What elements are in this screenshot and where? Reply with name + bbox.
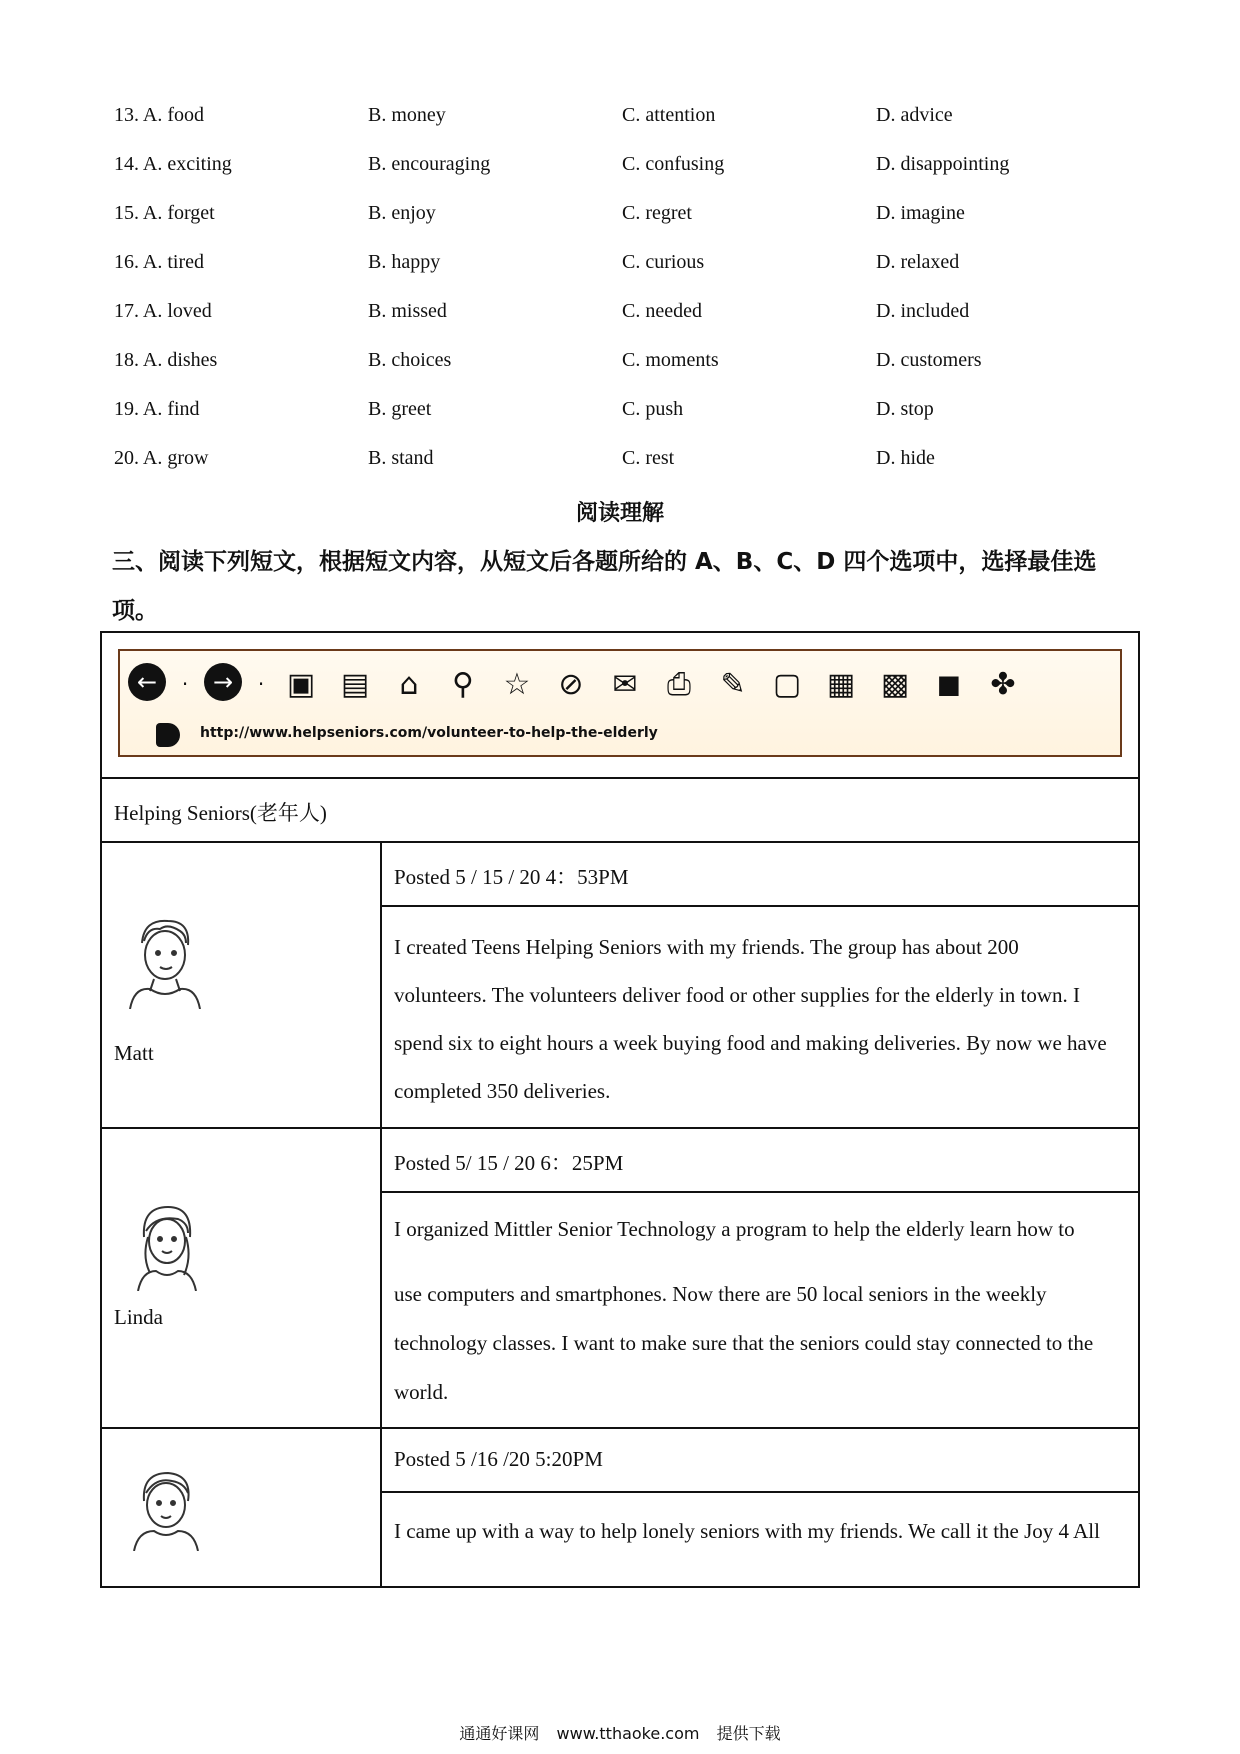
option-d: D. hide — [876, 447, 935, 469]
avatar-third — [128, 1467, 204, 1556]
star-icon: ☆ — [503, 666, 531, 702]
footer-site-name: 通通好课网 — [459, 1724, 540, 1743]
post-date: Posted 5 /16 /20 5:20PM — [394, 1447, 603, 1471]
table-title: Helping Seniors(老年人) — [114, 801, 327, 825]
option-a: 14. A. exciting — [114, 153, 232, 175]
post-line: use computers and smartphones. Now there are 50 local seniors in the weekly — [394, 1282, 1047, 1306]
divider — [380, 841, 382, 1586]
option-b: B. encouraging — [368, 153, 491, 175]
tool3-icon: ◼ — [936, 666, 962, 702]
option-c: C. regret — [622, 202, 692, 224]
option-a: 13. A. food — [114, 104, 204, 126]
divider — [102, 1127, 1138, 1129]
post-body — [394, 1205, 1129, 1417]
option-b: B. missed — [368, 300, 447, 322]
address-bar — [156, 723, 1076, 749]
option-b: B. happy — [368, 251, 441, 273]
post-line: volunteers. The volunteers deliver food or other supplies for the elderly in town. I — [394, 983, 1081, 1007]
option-c: C. curious — [622, 251, 705, 273]
option-row — [114, 96, 1154, 145]
tool2-icon: ▩ — [880, 666, 910, 702]
forward-icon: → — [204, 663, 242, 701]
option-c: C. needed — [622, 300, 702, 322]
option-a: 20. A. grow — [114, 447, 209, 469]
option-d: D. included — [876, 300, 970, 322]
post-line: completed 350 deliveries. — [394, 1079, 611, 1103]
option-a: 17. A. loved — [114, 300, 212, 322]
footer-note: 提供下载 — [716, 1724, 781, 1743]
history-icon: ⊘ — [558, 666, 584, 702]
post-line: I came up with a way to help lonely seniors with my friends. We call it the Joy 4 All — [394, 1519, 1100, 1543]
option-b: B. stand — [368, 447, 434, 469]
back-icon: ← — [128, 663, 166, 701]
browser-toolbar-image — [118, 649, 1122, 757]
passage-table — [100, 631, 1140, 1588]
divider — [102, 1427, 1138, 1429]
option-c: C. rest — [622, 447, 675, 469]
option-b: B. greet — [368, 398, 432, 420]
poster-name: Matt — [114, 1041, 154, 1065]
option-c: C. push — [622, 398, 684, 420]
toolbar-icons — [128, 663, 1024, 705]
poster-name: Linda — [114, 1305, 163, 1329]
dot-icon: · — [257, 672, 265, 696]
divider — [102, 841, 1138, 843]
divider — [102, 777, 1138, 779]
option-d: D. advice — [876, 104, 953, 126]
home-icon: ⌂ — [399, 666, 419, 702]
option-row — [114, 341, 1154, 390]
options-list — [114, 96, 1154, 488]
option-row — [114, 292, 1154, 341]
post-line: I created Teens Helping Seniors with my friends. The group has about 200 — [394, 935, 1019, 959]
option-a: 15. A. forget — [114, 202, 215, 224]
search-icon: ⚲ — [452, 666, 474, 702]
option-row — [114, 439, 1154, 488]
option-d: D. relaxed — [876, 251, 960, 273]
save-icon: ▣ — [286, 666, 316, 702]
post-line: technology classes. I want to make sure that the seniors could stay connected to the — [394, 1331, 1094, 1355]
tool4-icon: ✤ — [990, 666, 1016, 702]
divider — [382, 1491, 1138, 1493]
divider — [382, 905, 1138, 907]
print-icon: ⎙ — [667, 666, 691, 702]
page-footer — [0, 1721, 1240, 1744]
option-a: 19. A. find — [114, 398, 200, 420]
avatar-linda — [130, 1201, 204, 1296]
instruction-text: 三、阅读下列短文，根据短文内容，从短文后各题所给的 A、B、C、D 四个选项中，选择最佳选项。 — [112, 549, 1097, 624]
option-d: D. disappointing — [876, 153, 1010, 175]
post-date: Posted 5 / 15 / 20 4：53PM — [394, 865, 629, 889]
option-d: D. stop — [876, 398, 934, 420]
option-row — [114, 194, 1154, 243]
edit-icon: ✎ — [720, 666, 746, 702]
option-b: B. choices — [368, 349, 452, 371]
option-c: C. moments — [622, 349, 719, 371]
footer-url: www.tthaoke.com — [556, 1724, 700, 1743]
option-a: 18. A. dishes — [114, 349, 218, 371]
option-row — [114, 390, 1154, 439]
post-line: world. — [394, 1380, 449, 1404]
post-date: Posted 5/ 15 / 20 6：25PM — [394, 1151, 624, 1175]
copy-icon: ▤ — [340, 666, 370, 702]
page-icon — [156, 723, 180, 747]
option-row — [114, 145, 1154, 194]
tool1-icon: ▦ — [826, 666, 856, 702]
option-b: B. enjoy — [368, 202, 436, 224]
post-line: spend six to eight hours a week buying food and making deliveries. By now we have — [394, 1031, 1107, 1055]
divider — [382, 1191, 1138, 1193]
dot-icon: · — [181, 672, 189, 696]
option-c: C. attention — [622, 104, 716, 126]
section-heading: 阅读理解 — [575, 501, 664, 526]
url-text: http://www.helpseniors.com/volunteer-to-help-the-elderly — [200, 725, 658, 741]
post-body — [394, 923, 1129, 1115]
mail-icon: ✉ — [612, 666, 638, 702]
option-b: B. money — [368, 104, 446, 126]
option-a: 16. A. tired — [114, 251, 204, 273]
window-icon: ▢ — [772, 666, 802, 702]
option-c: C. confusing — [622, 153, 725, 175]
post-line: I organized Mittler Senior Technology a program to help the elderly learn how to — [394, 1217, 1075, 1241]
option-d: D. customers — [876, 349, 982, 371]
option-d: D. imagine — [876, 202, 965, 224]
avatar-matt — [124, 913, 204, 1014]
post-body — [394, 1507, 1129, 1555]
option-row — [114, 243, 1154, 292]
